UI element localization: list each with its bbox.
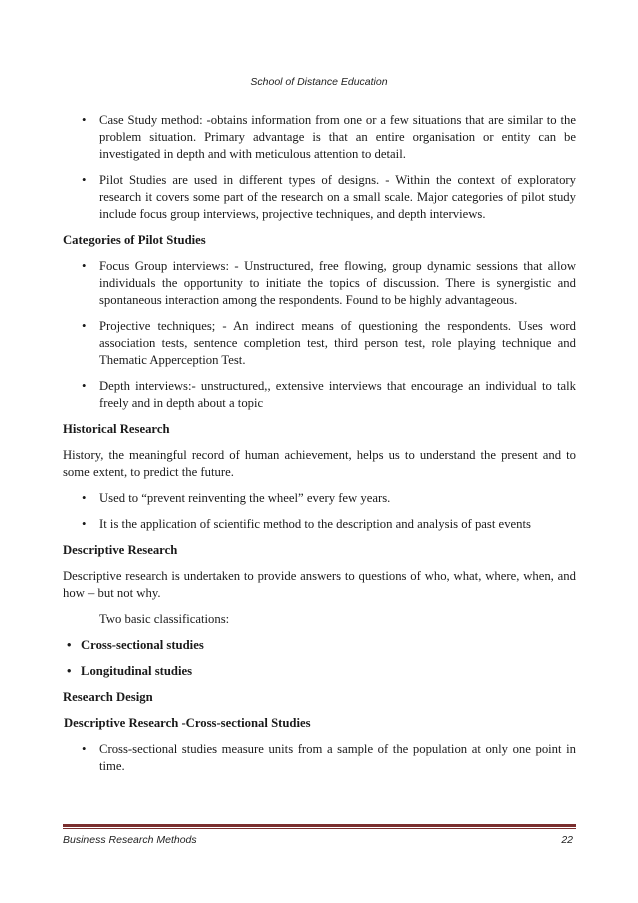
bullet-icon: •	[67, 664, 72, 678]
historical-list	[63, 490, 576, 533]
paragraph: Descriptive research is undertaken to provide answers to questions of who, what, where, when, and how – but not why.	[63, 569, 576, 600]
method-list	[63, 112, 576, 223]
pilot-list	[63, 258, 576, 412]
bullet-icon: •	[82, 319, 87, 333]
list-item: • Longitudinal studies	[67, 664, 193, 678]
bullet-icon: •	[82, 173, 87, 187]
list-item: • Pilot Studies are used in different types of designs. - Within the context of exploratory research it covers some part of the research on a small scale. Major categories of pilot study include focus group interviews, projective techniques, and depth interviews.	[82, 173, 576, 221]
classification-list	[63, 637, 576, 680]
bullet-icon: •	[82, 379, 87, 393]
section-heading-design: Research Design	[63, 690, 153, 704]
list-item: • Case Study method: -obtains information from one or a few situations that are similar to the problem situation. Primary advantage is that an entire organisation or entity can be investigated in depth and with meticulous attention to detail.	[82, 113, 576, 161]
list-item: • Cross-sectional studies	[67, 638, 204, 652]
list-item: • Depth interviews:- unstructured,, extensive interviews that encourage an individual to talk freely and in depth about a topic	[82, 379, 576, 410]
footer-rule	[63, 824, 576, 827]
page-body	[63, 112, 576, 784]
bullet-icon: •	[82, 491, 87, 505]
running-header: School of Distance Education	[250, 76, 388, 88]
list-item: • Projective techniques; - An indirect means of questioning the respondents. Uses word association tests, sentence completion test, third person test, role playing technique and Thematic Apperception Test.	[82, 319, 576, 367]
section-heading-descriptive: Descriptive Research	[63, 543, 178, 557]
section-heading-historical: Historical Research	[63, 422, 170, 436]
section-heading-pilot: Categories of Pilot Studies	[63, 233, 206, 247]
bullet-icon: •	[82, 113, 87, 127]
list-item: • Cross-sectional studies measure units from a sample of the population at only one point in time.	[82, 742, 576, 773]
footer-title: Business Research Methods	[63, 834, 197, 846]
design-list	[63, 741, 576, 775]
paragraph: History, the meaningful record of human achievement, helps us to understand the present and to some extent, to predict the future.	[63, 448, 576, 479]
list-item: • Used to “prevent reinventing the wheel” every few years.	[82, 491, 391, 505]
bullet-icon: •	[82, 517, 87, 531]
classifications-intro: Two basic classifications:	[99, 612, 230, 626]
page-number: 22	[561, 834, 573, 846]
list-item: • Focus Group interviews: - Unstructured, free flowing, group dynamic sessions that allow individuals the opportunity to initiate the topics of discussion. There is synergistic and spontaneous interaction among the respondents. Found to be highly advantageous.	[82, 259, 576, 307]
bullet-icon: •	[82, 742, 87, 756]
subsection-heading: Descriptive Research -Cross-sectional Studies	[64, 716, 311, 730]
footer-rule	[63, 828, 576, 829]
bullet-icon: •	[67, 638, 72, 652]
list-item: • It is the application of scientific method to the description and analysis of past events	[82, 517, 531, 531]
bullet-icon: •	[82, 259, 87, 273]
